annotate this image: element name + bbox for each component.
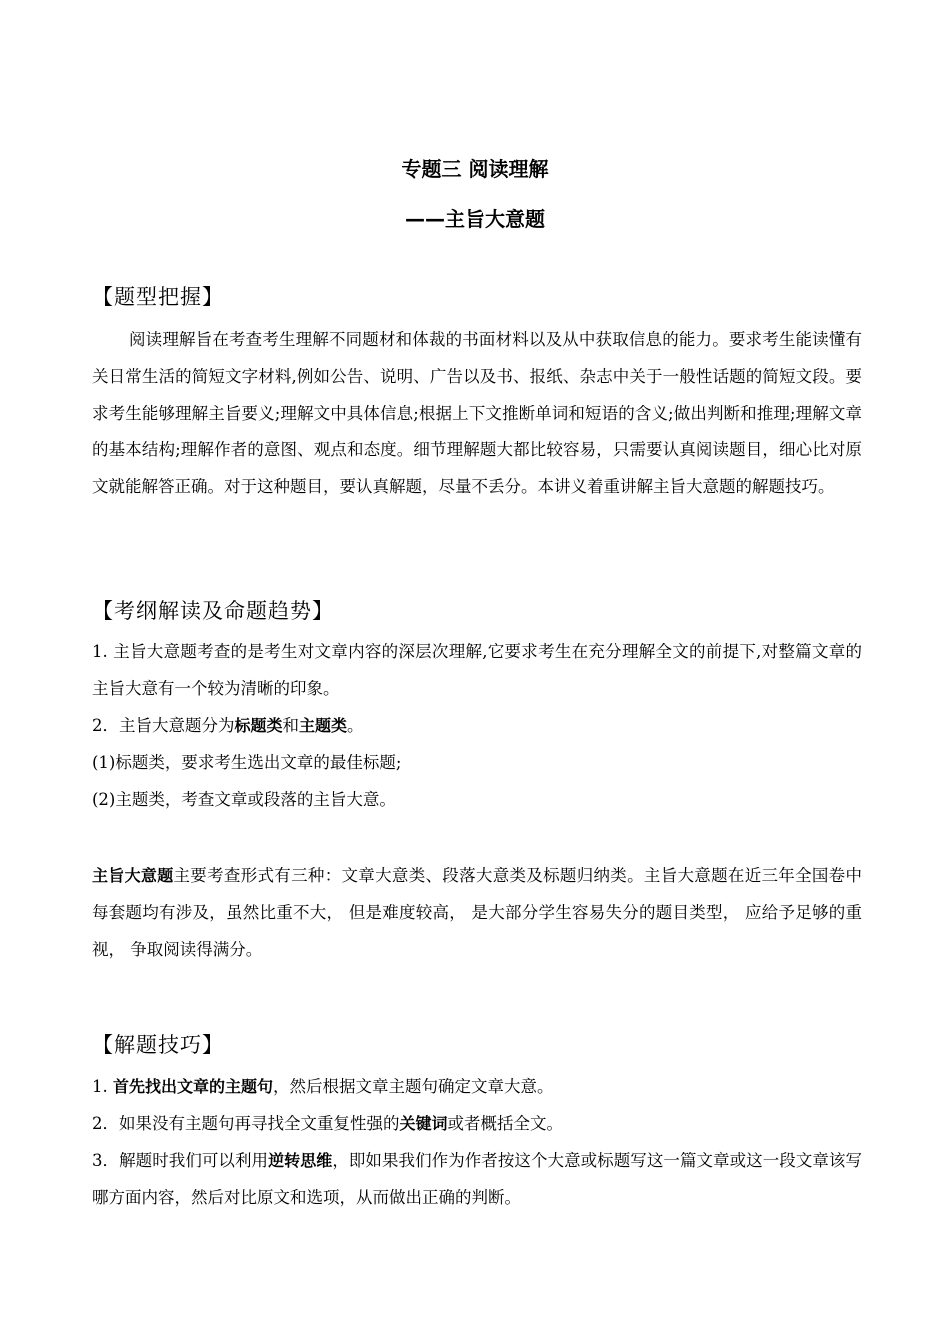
tip-2-keyword: 关键词 <box>399 1114 448 1133</box>
syllabus-item-2-title-type: 标题类 <box>234 716 283 735</box>
syllabus-summary <box>92 858 862 968</box>
section-heading-question-type: 【题型把握】 <box>92 285 224 309</box>
page-subtitle: ——主旨大意题 <box>405 207 545 231</box>
syllabus-sub-2: (2)主题类，考查文章或段落的主旨大意。 <box>92 790 396 809</box>
syllabus-item-2 <box>92 708 862 745</box>
section-heading-tips: 【解题技巧】 <box>92 1033 224 1057</box>
syllabus-item-2-and: 和 <box>282 716 300 735</box>
tip-3-keyword: 逆转思维 <box>268 1151 333 1170</box>
summary-text: 主要考查形式有三种：文章大意类、段落大意类及标题归纳类。主旨大意题在近三年全国卷中每套题均有涉及，虽然比重不大， 但是难度较高， 是大部分学生容易失分的题目类型， 应给予足够的重视， 争取阅读得满分。 <box>92 866 862 959</box>
tip-1-text: ，然后根据文章主题句确定文章大意。 <box>273 1077 554 1096</box>
tip-3 <box>92 1143 862 1217</box>
tip-1-number: 1. <box>92 1077 113 1096</box>
syllabus-sub-1: (1)标题类，要求考生选出文章的最佳标题; <box>92 753 402 772</box>
tip-2-text: 2．如果没有主题句再寻找全文重复性强的 <box>92 1114 400 1133</box>
tip-2-end: 或者概括全文。 <box>447 1114 564 1133</box>
tip-3-rest: ，即如果我们作为作者按这个大意或标题写这一篇文章或这一段文章该写哪方面内容，然后对比原文和选项，从而做出正确的判断。 <box>92 1151 862 1207</box>
tip-3-text: 3．解题时我们可以利用 <box>92 1151 269 1170</box>
section-text-question-type: 阅读理解旨在考查考生理解不同题材和体裁的书面材料以及从中获取信息的能力。要求考生能读懂有关日常生活的简短文字材料,例如公告、说明、广告以及书、报纸、杂志中关于一般性话题的简短文段。要求考生能够理解主旨要义;理解文中具体信息;根据上下文推断单词和短语的含义;做出判断和推理;理解文章的基本结构;理解作者的意图、观点和态度。细节理解题大都比较容易，只需要认真阅读题目，细心比对原文就能解答正确。对于这种题目，要认真解题，尽量不丢分。本讲义着重讲解主旨大意题的解题技巧。 <box>92 330 862 497</box>
tip-1-keyword: 首先找出文章的主题句 <box>113 1077 274 1096</box>
syllabus-item-2-end: 。 <box>347 716 364 735</box>
tip-2 <box>92 1106 862 1143</box>
page-title: 专题三 阅读理解 <box>401 157 549 181</box>
summary-keyword: 主旨大意题 <box>92 866 174 885</box>
tip-1 <box>92 1069 862 1106</box>
section-heading-syllabus: 【考纲解读及命题趋势】 <box>92 599 334 623</box>
syllabus-item-1: 1. 主旨大意题考查的是考生对文章内容的深层次理解,它要求考生在充分理解全文的前提下,对整篇文章的主旨大意有一个较为清晰的印象。 <box>92 642 862 698</box>
syllabus-item-2-text: 2．主旨大意题分为 <box>92 716 235 735</box>
syllabus-item-2-theme-type: 主题类 <box>299 716 348 735</box>
